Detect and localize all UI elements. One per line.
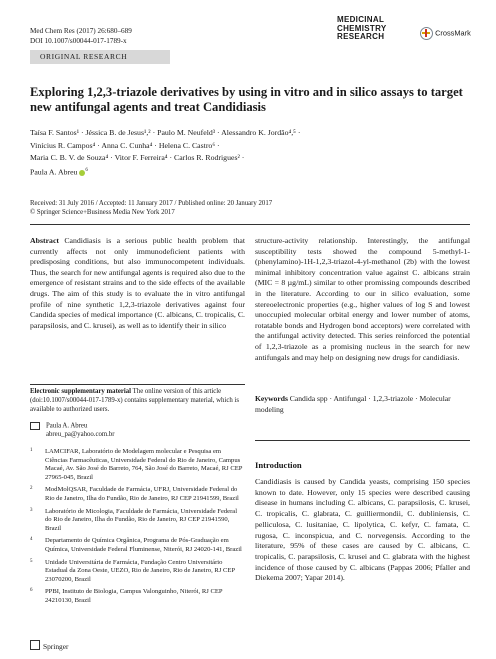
section-tag: ORIGINAL RESEARCH xyxy=(30,50,170,64)
footnote-divider xyxy=(30,384,245,385)
author-line-2: Vinícius R. Campos⁴ · Anna C. Cunha⁴ · Helena C. Castro⁶ · xyxy=(30,140,220,150)
affiliation-list xyxy=(30,448,245,610)
article-doi: DOI 10.1007/s00044-017-1789-x xyxy=(30,36,127,45)
affiliation-item: 6 PPBI, Instituto de Biologia, Campus Valonguinho, Niterói, RJ CEP 24210130, Brazil xyxy=(30,588,223,604)
publisher-footer xyxy=(30,640,68,651)
esm-label: Electronic supplementary material xyxy=(30,388,132,395)
crossmark-label: CrossMark xyxy=(435,28,471,38)
copyright-line: © Springer Science+Business Media New York 2017 xyxy=(30,208,175,216)
keywords xyxy=(255,394,470,415)
publication-dates xyxy=(30,200,470,218)
abstract-right: structure-activity relationship. Interestingly, the antifungal susceptibility tests showed the compound 5-methyl-1-(phenylamino)-1H-1,2,3-triazol-4-yl-methanol (2b) with the lowest minimal inhibitory concentration value against C. albicans strain (MIC = 8 µg/mL) similar to other promissing compounds described in the literature. According to our in silico evaluation, some stereoelectronic properties (e.g., higher values of log S and lowest unoccupied molecular orbital energy and lower number of atoms, rotatable bonds and Hydrogen bond acceptors) were correlated with the antifungal activity detected. This series reinforced the potential of 1,2,3-triazole as a promising nucleus in the search for new antifungals and may help on designing new drugs for candidiasis. xyxy=(255,236,470,362)
journal-info xyxy=(30,27,132,46)
author-line-3: Maria C. B. V. de Souza⁴ · Vitor F. Ferreira⁴ · Carlos R. Rodrigues² · xyxy=(30,153,245,163)
affiliation-item: 2 ModMolQSAR, Faculdade de Farmácia, UFRJ, Universidade Federal do Rio de Janeiro, Ilha do Fundão, Rio de Janeiro, RJ CEP 21941599, Brazil xyxy=(30,486,239,502)
corresponding-author: Paula A. Abreu xyxy=(46,422,88,430)
author-list xyxy=(30,127,460,179)
author-line-1: Taísa F. Santos¹ · Jéssica B. de Jesus¹,² · Paulo M. Neufeld³ · Alessandro K. Jordão⁴,⁵ · xyxy=(30,128,301,137)
crossmark-icon xyxy=(420,27,433,40)
logo-line-1: MEDICINAL xyxy=(337,15,385,24)
keywords-label: Keywords xyxy=(255,394,288,403)
springer-logo-icon xyxy=(30,640,40,650)
affiliation-item: 1 LAMCIFAR, Laboratório de Modelagem molecular e Pesquisa em Ciências Farmacêuticas, Universidade Federal do Rio de Janeiro, Campus Macaé, Av. São José do Barreto, 764, São José do Barreto, Macaé, RJ CEP 27965-045, Brazil xyxy=(30,448,243,481)
introduction-heading: Introduction xyxy=(255,460,302,470)
journal-citation: Med Chem Res (2017) 26:680–689 xyxy=(30,27,132,35)
affiliation-item: 5 Unidade Universitária de Farmácia, Fundação Centro Universitário Estadual da Zona Oeste, UEZO, Rio de Janeiro, Rio de Janeiro, RJ CEP 23070200, Brazil xyxy=(30,558,235,583)
author-line-4: Paula A. Abreu $^6$ xyxy=(30,167,88,177)
article-title: Exploring 1,2,3-triazole derivatives by using in vitro and in silico assays to target new antifungal agents and treat Candidiasis xyxy=(30,85,463,114)
correspondence xyxy=(30,422,245,440)
author-name: Paula A. Abreu xyxy=(30,167,78,177)
corresponding-email[interactable]: abreu_pa@yahoo.com.br xyxy=(46,431,115,439)
affiliation-item: 3 Laboratório de Micologia, Faculdade de Farmácia, Universidade Federal do Rio de Janeiro, Ilha do Fundão, Rio de Janeiro, RJ CEP 21941590, Brazil xyxy=(30,507,238,532)
introduction-text: Candidiasis is caused by Candida yeasts, comprising 150 species known to date. However, only 15 species were described causing disease in humans including C. albicans, C. parapsilosis, C. krusei, C. tropicalis, C. glabrata, C. guilliermondii, C. dubliniensis, C. pelliculosa, C. lusitaniae, C. lipolytica, C. kefyr, C. famata, C. rugosa, C. inconspicua, and C. norvegensis. According to the literature, 95% of these cases are caused by C. albicans, C. tropicalis, C. parapsilosis, C. krusei and C. glabrata with the highest incidence of those caused by C. albicans (Pappas 2006; Pfaller and Diekema 2007; Yapar 2014). xyxy=(255,477,470,583)
abstract-text-left: Candidiasis is a serious public health problem that currently affects not only immunodeficient patients with predisposing conditions, but also immunocompetent individuals. Thus, the search for new antifungal agents is required also due to the emergence of resistant strains and to the side effects of the available drugs. The aim of this study is to evaluate the in vitro antifungal profile of nine synthetic 1,2,3-triazole derivatives against four Candida species of medical importance (C. albicans, C. tropicalis, C. parapsilosis, and C. krusei), as well as to identify their in silico xyxy=(30,236,245,330)
supplementary-note xyxy=(30,388,245,414)
abstract-label: Abstract xyxy=(30,236,60,245)
envelope-icon xyxy=(30,422,40,430)
journal-logo xyxy=(337,16,387,42)
intro-divider xyxy=(255,440,470,441)
abstract-left xyxy=(30,236,245,331)
affiliation-item: 4 Departamento de Química Orgânica, Programa de Pós-Graduação em Química, Universidade Federal Fluminense, Niterói, RJ 24020-141, Brazil xyxy=(30,537,242,553)
keywords-text: Candida spp · Antifungal · 1,2,3-triazole · Molecular modeling xyxy=(255,394,451,414)
dates-line: Received: 31 July 2016 / Accepted: 11 January 2017 / Published online: 20 January 2017 xyxy=(30,200,273,207)
header-divider xyxy=(30,224,470,225)
publisher-name: Springer xyxy=(43,642,69,651)
esm-text: The online version of this article (doi:10.1007/s00044-017-1789-x) contains supplementary material, which is available to authorized users. xyxy=(30,388,239,413)
logo-line-3: RESEARCH xyxy=(337,32,385,42)
logo-line-2: CHEMISTRY xyxy=(337,23,387,33)
crossmark-badge[interactable] xyxy=(420,27,476,41)
